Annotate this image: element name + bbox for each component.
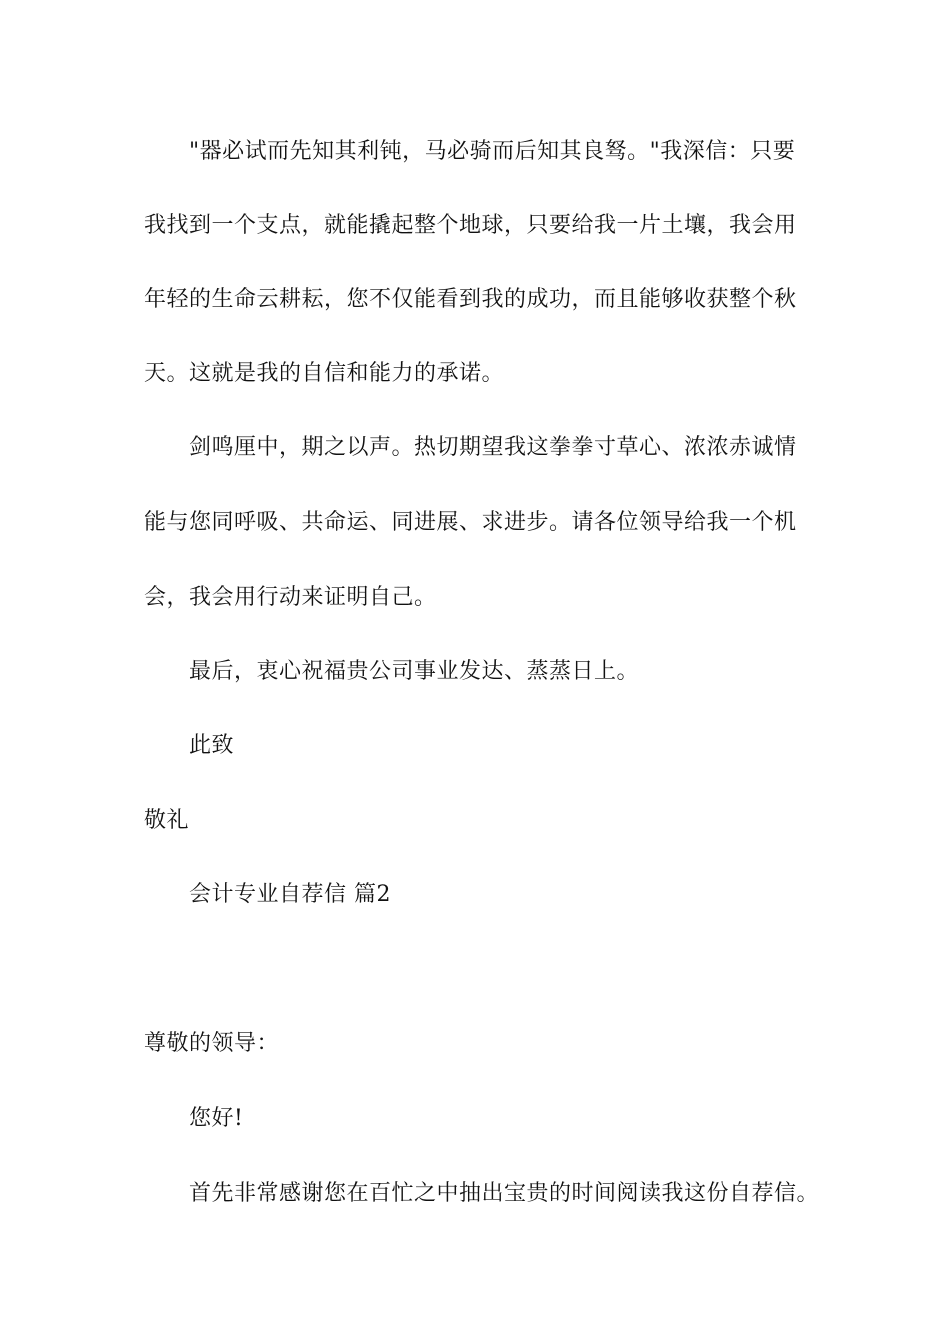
paragraph-line: 能与您同呼吸、共命运、同进展、求进步。请各位领导给我一个机 — [144, 510, 797, 535]
paragraph-line: 首先非常感谢您在百忙之中抽出宝贵的时间阅读我这份自荐信。 — [189, 1181, 820, 1206]
salutation-closing: 此致 — [189, 733, 235, 758]
paragraph-line: 剑鸣厘中，期之以声。热切期望我这拳拳寸草心、浓浓赤诚情 — [189, 435, 797, 460]
paragraph-line: "器必试而先知其利钝，马必骑而后知其良驽。"我深信：只要 — [189, 139, 796, 164]
paragraph-line: 会，我会用行动来证明自己。 — [144, 585, 437, 610]
paragraph-line: 天。这就是我的自信和能力的承诺。 — [144, 361, 505, 386]
letter-greeting: 尊敬的领导： — [144, 1031, 280, 1056]
section-title: 会计专业自荐信 篇2 — [189, 882, 391, 907]
letter-hello: 您好! — [189, 1106, 244, 1131]
paragraph-line: 我找到一个支点，就能撬起整个地球，只要给我一片土壤，我会用 — [144, 213, 797, 238]
paragraph-line: 年轻的生命云耕耘，您不仅能看到我的成功，而且能够收获整个秋 — [144, 287, 797, 312]
salutation-regards: 敬礼 — [144, 808, 190, 833]
closing-wish: 最后，衷心祝福贵公司事业发达、蒸蒸日上。 — [189, 659, 640, 684]
